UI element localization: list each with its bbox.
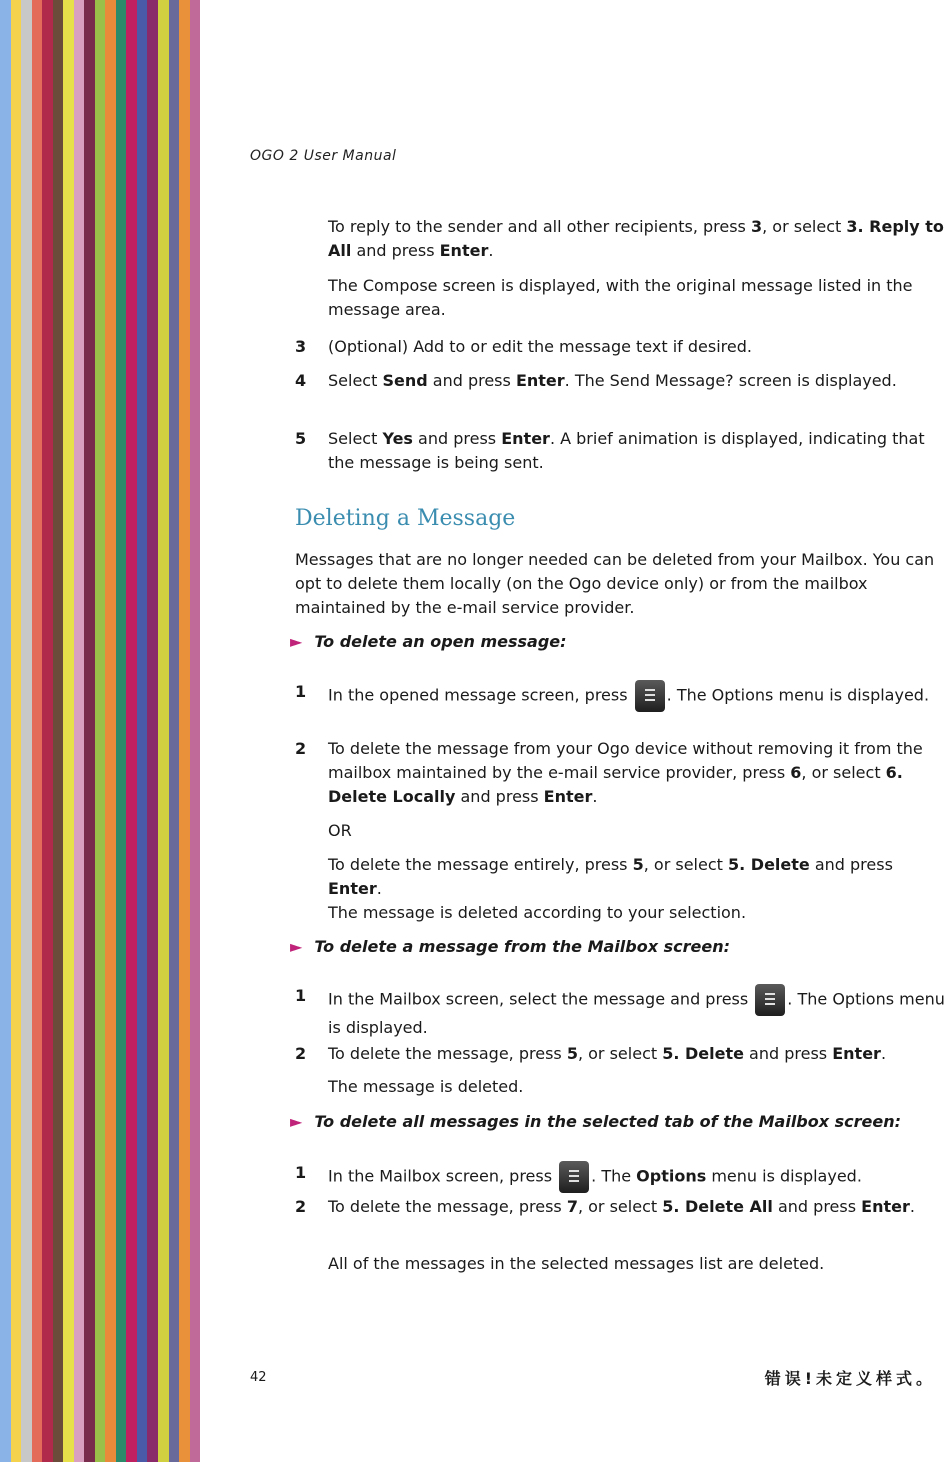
sidebar-stripe bbox=[147, 0, 158, 1462]
sidebar-stripe bbox=[190, 0, 201, 1462]
sidebar-stripe bbox=[21, 0, 32, 1462]
sidebar-stripe bbox=[95, 0, 106, 1462]
menu-button-icon bbox=[559, 1161, 589, 1193]
sidebar-stripe bbox=[63, 0, 74, 1462]
page-header: OGO 2 User Manual bbox=[250, 148, 397, 164]
right-triangle-icon: ► bbox=[290, 632, 303, 651]
sidebar-stripe bbox=[169, 0, 180, 1462]
intro-paragraph-1: To reply to the sender and all other recipients, press 3, or select 3. Reply to All and press Enter. bbox=[328, 217, 944, 260]
procedure-title-open-message: ► To delete an open message: bbox=[290, 632, 567, 651]
footer-note: 错误!未定义样式。 bbox=[764, 1369, 936, 1388]
menu-button-icon bbox=[755, 984, 785, 1016]
menu-button-icon bbox=[635, 680, 665, 712]
sidebar-stripe bbox=[53, 0, 64, 1462]
sidebar-stripe bbox=[42, 0, 53, 1462]
intro-paragraph-2: The Compose screen is displayed, with the original message listed in the message area. bbox=[328, 276, 913, 319]
sidebar-stripe bbox=[158, 0, 169, 1462]
sidebar-stripe bbox=[11, 0, 22, 1462]
procedure-title-delete-all: ► To delete all messages in the selected tab of the Mailbox screen: bbox=[290, 1112, 902, 1131]
sidebar-stripe bbox=[32, 0, 43, 1462]
sidebar-stripe bbox=[84, 0, 95, 1462]
section-intro: Messages that are no longer needed can be deleted from your Mailbox. You can opt to delete them locally (on the Ogo device only) or from the mailbox maintained by the e-mail service provider. bbox=[295, 550, 935, 617]
sidebar-stripe bbox=[137, 0, 148, 1462]
sidebar-stripe bbox=[105, 0, 116, 1462]
proc1-alternative: To delete the message entirely, press 5, or select 5. Delete and press Enter. The message is deleted according to your selection. bbox=[328, 855, 893, 922]
proc1-or: OR bbox=[328, 821, 352, 840]
proc3-result: All of the messages in the selected messages list are deleted. bbox=[328, 1254, 825, 1273]
sidebar-stripe bbox=[179, 0, 190, 1462]
section-heading: Deleting a Message bbox=[295, 506, 516, 531]
sidebar-stripe bbox=[126, 0, 137, 1462]
right-triangle-icon: ► bbox=[290, 937, 303, 956]
sidebar-stripe bbox=[74, 0, 85, 1462]
page-number: 42 bbox=[250, 1370, 267, 1385]
sidebar-stripe bbox=[0, 0, 11, 1462]
proc2-result: The message is deleted. bbox=[328, 1077, 524, 1096]
sidebar-stripe bbox=[116, 0, 127, 1462]
decorative-sidebar-stripes bbox=[0, 0, 200, 1462]
right-triangle-icon: ► bbox=[290, 1112, 303, 1131]
procedure-title-mailbox: ► To delete a message from the Mailbox screen: bbox=[290, 937, 731, 956]
